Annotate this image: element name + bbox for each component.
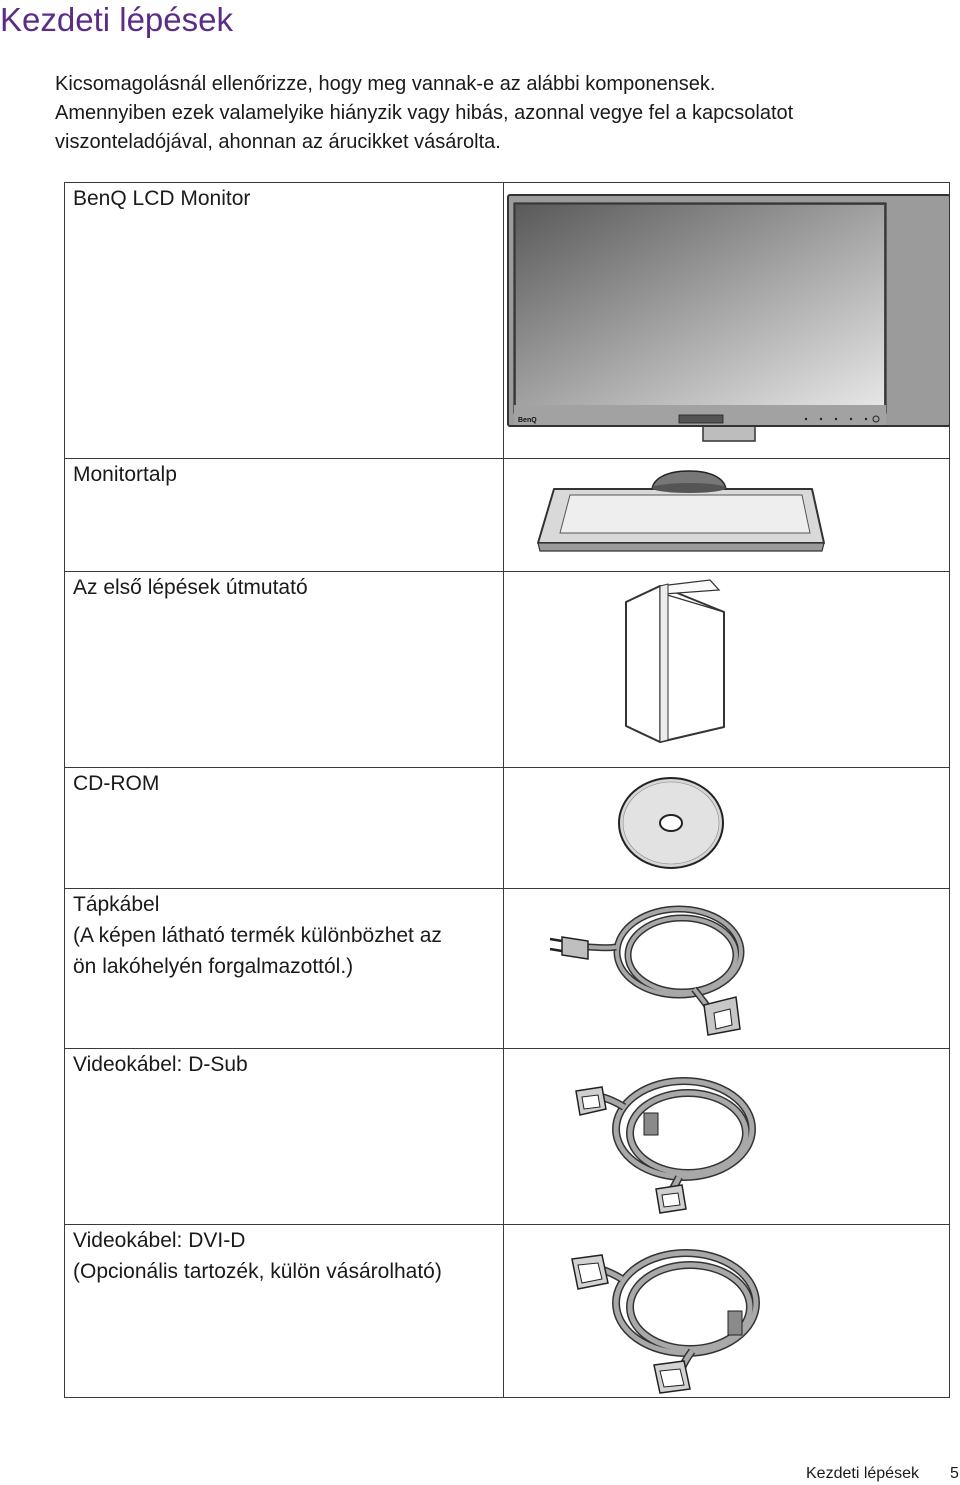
- component-image-cell: [504, 183, 950, 459]
- table-row: [65, 183, 950, 459]
- component-label: (A képen látható termék különbözhet az: [73, 924, 442, 947]
- component-label: Videokábel: DVI-D: [73, 1229, 246, 1252]
- component-label-cell: [65, 768, 504, 889]
- component-image-cell: [504, 459, 950, 572]
- component-label: ön lakóhelyén forgalmazottól.): [73, 955, 354, 978]
- table-row: [65, 1049, 950, 1225]
- quick-start-guide-icon: [504, 572, 950, 768]
- component-label-cell: [65, 1049, 504, 1225]
- components-table: [64, 182, 950, 1398]
- table-row: [65, 459, 950, 572]
- component-image-cell: [504, 1049, 950, 1225]
- component-image-cell: [504, 768, 950, 889]
- table-row: [65, 889, 950, 1049]
- component-label-cell: [65, 459, 504, 572]
- d-sub-cable-icon: [504, 1049, 950, 1225]
- component-label-cell: [65, 183, 504, 459]
- dvi-d-cable-icon: [504, 1225, 950, 1398]
- monitor-brand-text: BenQ: [518, 417, 537, 424]
- component-label: (Opcionális tartozék, külön vásárolható): [73, 1260, 442, 1283]
- component-label-cell: [65, 1225, 504, 1398]
- intro-paragraph: [55, 70, 945, 157]
- table-row: [65, 768, 950, 889]
- component-label: Az első lépések útmutató: [73, 576, 308, 599]
- footer-page-number: 5: [950, 1465, 959, 1482]
- power-cable-icon: [504, 889, 950, 1049]
- component-label-cell: [65, 889, 504, 1049]
- monitor-icon: [504, 183, 950, 459]
- component-label: Tápkábel: [73, 893, 160, 916]
- table-row: [65, 1225, 950, 1398]
- monitor-stand-icon: [504, 459, 950, 572]
- intro-line: Amennyiben ezek valamelyike hiányzik vagy hibás, azonnal vegye fel a kapcsolatot: [55, 102, 794, 124]
- component-image-cell: [504, 572, 950, 768]
- component-label: BenQ LCD Monitor: [73, 187, 251, 210]
- component-label-cell: [65, 572, 504, 768]
- component-label: Videokábel: D-Sub: [73, 1053, 248, 1076]
- component-label: CD-ROM: [73, 772, 160, 795]
- component-image-cell: [504, 1225, 950, 1398]
- component-image-cell: [504, 889, 950, 1049]
- component-label: Monitortalp: [73, 463, 177, 486]
- footer-section-label: Kezdeti lépések: [806, 1465, 919, 1482]
- intro-line: Kicsomagolásnál ellenőrizze, hogy meg vannak-e az alábbi komponensek.: [55, 73, 716, 95]
- page-title: Kezdeti lépések: [0, 1, 233, 38]
- table-row: [65, 572, 950, 768]
- cd-rom-icon: [504, 768, 950, 889]
- intro-line: viszonteladójával, ahonnan az árucikket vásárolta.: [55, 131, 501, 153]
